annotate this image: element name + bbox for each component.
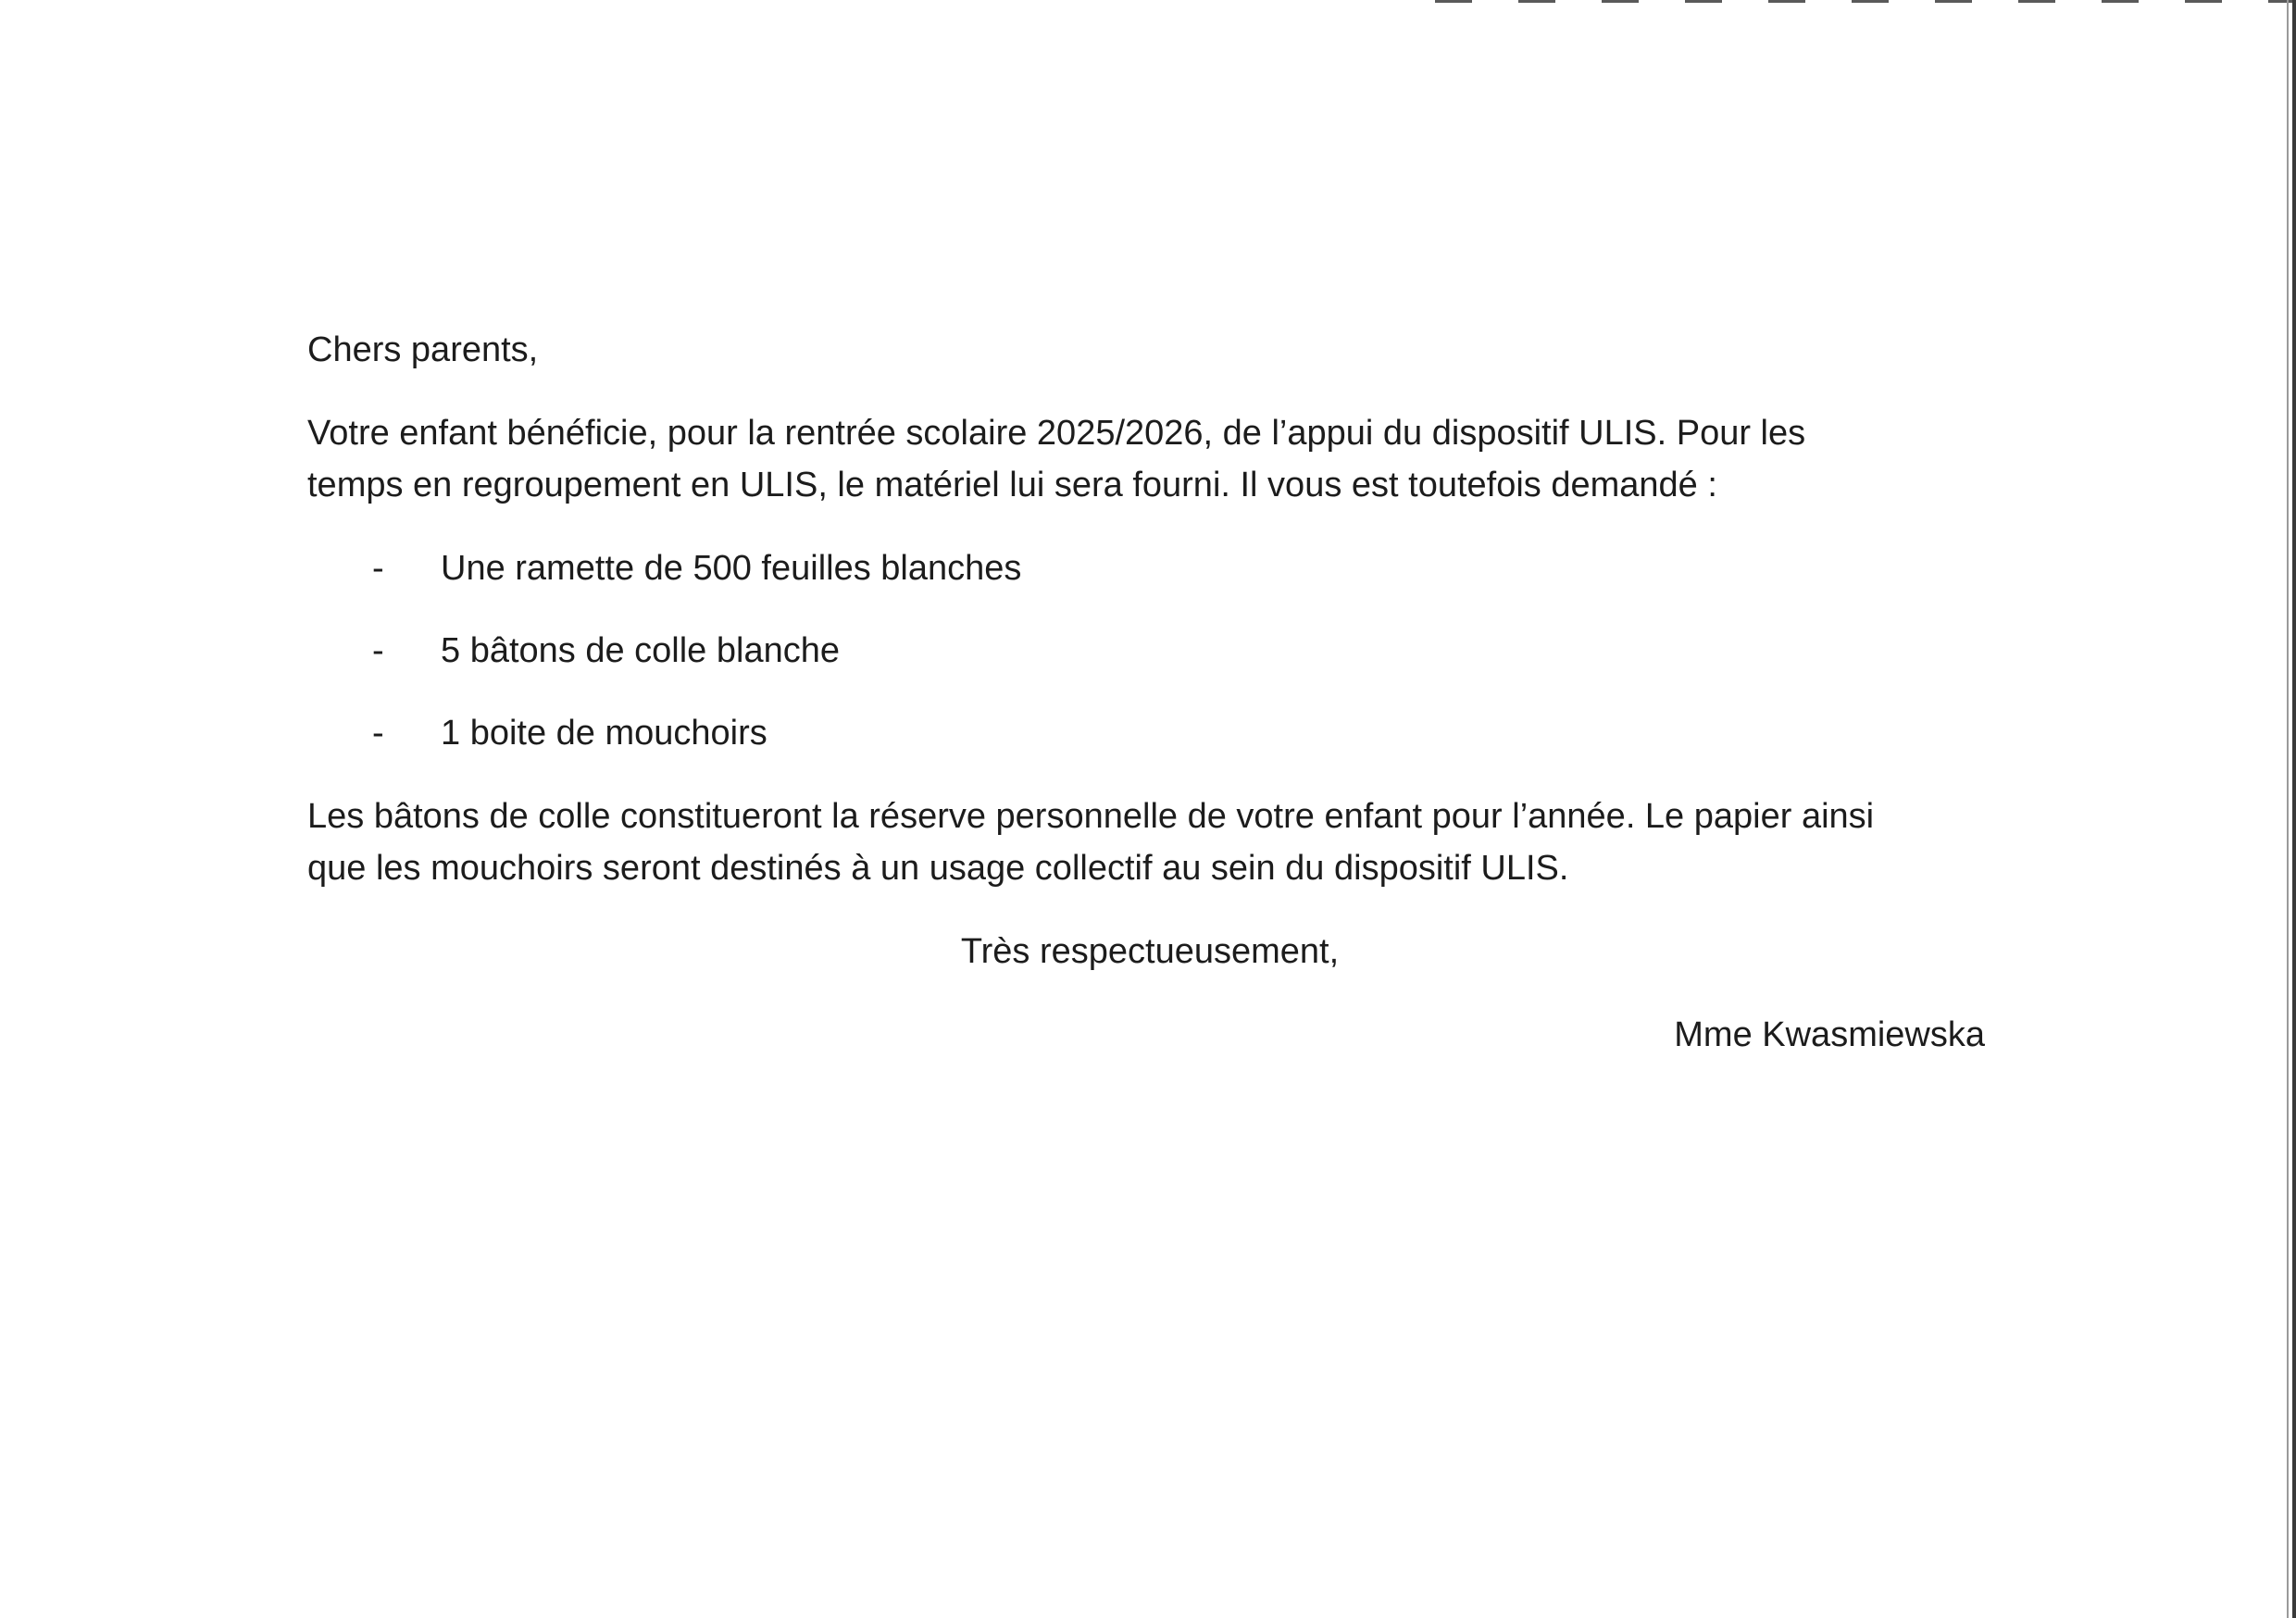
closing (307, 926, 1992, 977)
list-item (307, 707, 1992, 759)
paragraph-details-line-1: Les bâtons de colle constitueront la réserve personnelle de votre enfant pour l’année. Le papier ainsi (307, 797, 1875, 836)
salutation: Chers parents, (307, 330, 539, 369)
list-item-text: 1 boite de mouchoirs (441, 714, 767, 753)
list-item-text: Une ramette de 500 feuilles blanches (441, 549, 1022, 588)
list-item (307, 625, 1992, 677)
scan-artifact-top (1435, 0, 2296, 3)
signature: Mme Kwasmiewska (1674, 1015, 1985, 1054)
paragraph-intro-line-2: temps en regroupement en ULIS, le matériel lui sera fourni. Il vous est toutefois demandé : (307, 466, 1717, 504)
list-dash: - (372, 631, 384, 670)
supplies-list (307, 542, 1992, 759)
list-item-text: 5 bâtons de colle blanche (441, 631, 840, 670)
paragraph-details (307, 790, 1992, 894)
letter-body (307, 324, 1992, 1061)
list-dash: - (372, 714, 384, 753)
list-dash: - (372, 549, 384, 588)
closing-text: Très respectueusement, (960, 932, 1340, 971)
paragraph-intro-line-1: Votre enfant bénéficie, pour la rentrée scolaire 2025/2026, de l’appui du dispositif ULIS. Pour les (307, 414, 1806, 453)
scan-artifact-right (2292, 0, 2296, 1618)
scan-artifact-right-inner (2287, 0, 2289, 1618)
paragraph-details-line-2: que les mouchoirs seront destinés à un usage collectif au sein du dispositif ULIS. (307, 849, 1569, 888)
paragraph-intro (307, 407, 1992, 511)
list-item (307, 542, 1992, 594)
